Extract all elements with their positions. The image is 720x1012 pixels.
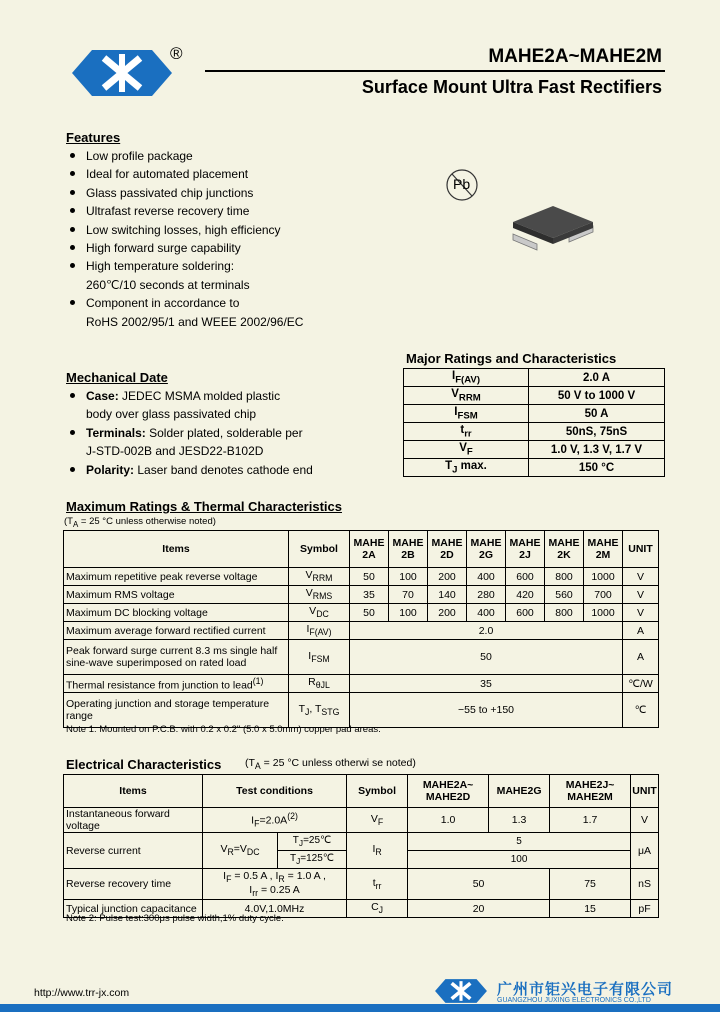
symbol-sub: FSM: [311, 654, 330, 665]
part-line: 2J: [519, 549, 531, 561]
symbol-sub: DC: [316, 609, 329, 620]
pb-label: Pb: [453, 176, 471, 192]
major-ratings-heading: Major Ratings and Characteristics: [406, 351, 617, 366]
condition-text: = 25 °C unless otherwise noted): [78, 516, 216, 527]
col-mahe2j: MAHE2J~ MAHE2M: [550, 775, 631, 808]
col-cond: Test conditions: [203, 775, 347, 808]
mechanical-text: JEDEC MSMA molded plastic: [118, 389, 281, 403]
row-value: 70: [389, 586, 428, 604]
row-cond: 4.0V,1.0MHz: [203, 900, 347, 918]
part-line: 2M: [595, 549, 611, 561]
mechanical-list: [66, 387, 313, 479]
major-symbol: [404, 423, 529, 441]
col-mahe2a: MAHE2A~ MAHE2D: [408, 775, 489, 808]
row-value: 15: [550, 900, 631, 918]
part-line: 2B: [401, 549, 415, 561]
electrical-condition: [245, 757, 416, 771]
row-value: 420: [506, 586, 545, 604]
condition-text: (T: [64, 516, 73, 527]
table-row: [64, 675, 659, 693]
symbol: t: [372, 876, 376, 889]
row-unit: A: [623, 622, 659, 640]
row-value: 600: [506, 604, 545, 622]
row-symbol: [289, 604, 350, 622]
col-part: [584, 531, 623, 568]
row-value: 600: [506, 568, 545, 586]
row-value: 700: [584, 586, 623, 604]
row-value: 1.0: [408, 808, 489, 833]
mechanical-item: [66, 405, 313, 423]
row-item: [64, 693, 289, 728]
row-value: 140: [428, 586, 467, 604]
row-symbol: [347, 808, 408, 833]
note-1: Note 1: Mounted on P.C.B. with 0.2 x 0.2" (5.0 x 5.0mm) copper pad areas.: [66, 724, 381, 735]
symbol: I: [308, 649, 312, 662]
header-row: [64, 531, 659, 568]
cond-sub: J: [296, 856, 301, 866]
feature-item: Glass passivated chip junctions: [66, 184, 303, 202]
cond-text: = 0.25 A: [258, 884, 300, 896]
row-item: Instantaneous forward voltage: [64, 808, 203, 833]
symbol: V: [309, 605, 317, 618]
row-value: 1.7: [550, 808, 631, 833]
row-item-text: Peak forward surge current 8.3 ms single half sine-wave superimposed on rated load: [66, 645, 278, 669]
col-unit: UNIT: [631, 775, 659, 808]
footer-url[interactable]: http://www.trr-jx.com: [34, 987, 130, 999]
row-unit: nS: [631, 869, 659, 900]
row-symbol: [289, 586, 350, 604]
row-value-span: −55 to +150: [350, 693, 623, 728]
symbol: R: [308, 676, 316, 689]
feature-item: Component in accordance to: [66, 294, 303, 312]
row-value: 1.3: [489, 808, 550, 833]
major-row: [404, 405, 665, 423]
row-symbol: [289, 568, 350, 586]
feature-item: Ultrafast reverse recovery time: [66, 202, 303, 220]
major-symbol: [404, 459, 529, 477]
cond-text: T: [290, 853, 297, 864]
subtitle: Surface Mount Ultra Fast Rectifiers: [361, 77, 662, 97]
col-items: Items: [64, 531, 289, 568]
row-symbol: [289, 693, 350, 728]
part-line: MAHE: [548, 537, 580, 549]
col-part: [350, 531, 389, 568]
part-line: MAHE: [470, 537, 502, 549]
symbol-sub: F: [466, 446, 473, 458]
part-line: 2G: [478, 549, 493, 561]
row-item: [64, 622, 289, 640]
row-item-text: Maximum average forward rectified current: [66, 624, 266, 637]
symbol: I: [372, 843, 376, 856]
condition-text: = 25 °C unless otherwi se noted): [260, 757, 416, 769]
row-symbol: [289, 675, 350, 693]
row-symbol: [347, 900, 408, 918]
col-symbol: Symbol: [347, 775, 408, 808]
col-part: [389, 531, 428, 568]
table-row: [64, 604, 659, 622]
row-symbol: [289, 640, 350, 675]
cond-sub: R: [227, 847, 234, 858]
row-unit: V: [623, 568, 659, 586]
row-item: Reverse current: [64, 833, 203, 869]
symbol-sub: rr: [375, 881, 382, 892]
symbol-sub: J: [452, 464, 458, 476]
row-value: 800: [545, 604, 584, 622]
row-value-span: 2.0: [350, 622, 623, 640]
symbol-sub: F: [377, 817, 384, 828]
row-symbol: [289, 622, 350, 640]
col-part: [428, 531, 467, 568]
logo-icon: [430, 977, 492, 1005]
cond-line: [205, 884, 344, 898]
cond-text: =25℃: [303, 835, 332, 846]
condition-sub: A: [72, 519, 79, 529]
symbol-sub: J: [378, 905, 384, 916]
feature-item: High temperature soldering:: [66, 257, 303, 275]
major-row: [404, 441, 665, 459]
row-unit: ℃/W: [623, 675, 659, 693]
row-value: 200: [428, 604, 467, 622]
row-value: 1000: [584, 604, 623, 622]
cond-text: = 1.0 A ,: [284, 869, 326, 882]
row-value: 5: [408, 833, 631, 851]
symbol: max.: [457, 459, 487, 472]
symbol: C: [371, 901, 379, 914]
cond-sub: rr: [252, 888, 259, 899]
company-name-en: GUANGZHOU JUXING ELECTRONICS CO.,LTD: [497, 997, 651, 1004]
package-image: [505, 196, 601, 259]
major-row: [404, 387, 665, 405]
symbol-sub: RRM: [458, 392, 481, 404]
condition-text: (T: [245, 757, 255, 769]
mechanical-label: Case:: [86, 389, 119, 403]
row-value: 50: [350, 604, 389, 622]
major-symbol: [404, 405, 529, 423]
cond-sub: DC: [246, 847, 260, 858]
cond-sub: R: [278, 874, 285, 884]
symbol-sub: F(AV): [455, 374, 481, 386]
mechanical-item: [66, 442, 313, 460]
company-logo: [70, 46, 174, 105]
feature-item: Low switching losses, high efficiency: [66, 221, 303, 239]
row-value: 200: [428, 568, 467, 586]
row-unit: V: [623, 604, 659, 622]
major-value: 1.0 V, 1.3 V, 1.7 V: [529, 441, 665, 459]
cond-sub: F: [226, 874, 232, 884]
cond-text: = 0.5 A , I: [231, 869, 279, 882]
table-row: [64, 622, 659, 640]
symbol: T: [298, 702, 305, 715]
row-value: 75: [550, 869, 631, 900]
symbol: V: [459, 441, 467, 454]
symbol: , T: [309, 702, 322, 715]
major-value: 50nS, 75nS: [529, 423, 665, 441]
cond-text: I: [223, 869, 227, 882]
cond-sup: (2): [287, 811, 298, 822]
table-row: [64, 869, 659, 900]
max-ratings-heading: Maximum Ratings & Thermal Characteristics: [66, 499, 342, 514]
symbol-sub: R: [375, 847, 382, 858]
mechanical-item: [66, 424, 313, 442]
row-item: [64, 604, 289, 622]
row-value: 20: [408, 900, 550, 918]
row-unit: ℃: [623, 693, 659, 728]
row-value: 50: [350, 568, 389, 586]
symbol-sub: RMS: [312, 591, 333, 602]
table-row: [64, 693, 659, 728]
mechanical-heading: Mechanical Date: [66, 370, 168, 385]
row-item-text: Operating junction and storage temperature range: [66, 698, 270, 722]
row-value: 560: [545, 586, 584, 604]
part-line: MAHE: [392, 537, 424, 549]
table-row: [64, 586, 659, 604]
header-row: [64, 775, 659, 808]
row-value: 35: [350, 586, 389, 604]
major-value: 150 °C: [529, 459, 665, 477]
logo-icon: [70, 46, 174, 100]
row-item: Reverse recovery time: [64, 869, 203, 900]
symbol: V: [370, 812, 378, 825]
major-value: 2.0 A: [529, 369, 665, 387]
feature-item: High forward surge capability: [66, 239, 303, 257]
row-value: 100: [408, 851, 631, 869]
cond-sub: J: [298, 838, 304, 848]
registered-mark: ®: [170, 44, 183, 63]
mechanical-label: Terminals:: [86, 425, 146, 440]
cond-text: =125℃: [300, 853, 335, 864]
cond-text: I: [249, 884, 253, 896]
row-unit: V: [623, 586, 659, 604]
symbol-sub: F(AV): [309, 627, 332, 638]
col-mahe2g: MAHE2G: [489, 775, 550, 808]
symbol: I: [454, 405, 458, 418]
row-item-text: Maximum RMS voltage: [66, 588, 175, 601]
table-row: [64, 568, 659, 586]
row-cond: [278, 851, 347, 869]
symbol-sub: J: [304, 707, 310, 718]
major-symbol: [404, 369, 529, 387]
part-line: MAHE: [509, 537, 541, 549]
features-heading: Features: [66, 130, 121, 145]
part-line: MAHE: [431, 537, 463, 549]
col-symbol: Symbol: [289, 531, 350, 568]
col-part: [467, 531, 506, 568]
row-item-sup: (1): [252, 675, 264, 686]
symbol: V: [451, 387, 459, 400]
company-name-cn: 广州市钜兴电子有限公司: [497, 981, 674, 998]
symbol: I: [451, 369, 456, 382]
mechanical-item: [66, 461, 313, 479]
major-symbol: [404, 387, 529, 405]
row-cond: [203, 833, 278, 869]
mechanical-text: Solder plated, solderable per: [145, 425, 303, 440]
symbol: T: [445, 459, 453, 472]
row-unit: A: [623, 640, 659, 675]
mechanical-text: Laser band denotes cathode end: [134, 462, 313, 477]
table-row: [64, 833, 659, 851]
row-item: [64, 675, 289, 693]
row-value: 400: [467, 604, 506, 622]
table-row: [64, 808, 659, 833]
title-rule: [205, 70, 665, 72]
row-value: 100: [389, 604, 428, 622]
row-unit: μA: [631, 833, 659, 869]
row-value: 800: [545, 568, 584, 586]
row-item: [64, 568, 289, 586]
max-ratings-table: [63, 530, 659, 728]
symbol: I: [306, 623, 310, 636]
cond-sub: F: [254, 818, 260, 829]
row-symbol: [347, 833, 408, 869]
row-value: 280: [467, 586, 506, 604]
part-line: 2D: [440, 549, 454, 561]
symbol-sub: θJL: [315, 680, 330, 691]
major-row: [404, 369, 665, 387]
row-value-span: 50: [350, 640, 623, 675]
feature-item: 260℃/10 seconds at terminals: [86, 277, 250, 292]
row-cond: [203, 869, 347, 900]
part-line: 2A: [362, 549, 376, 561]
feature-item: Ideal for automated placement: [66, 165, 303, 183]
part-line: MAHE: [587, 537, 619, 549]
row-unit: V: [631, 808, 659, 833]
col-part: [545, 531, 584, 568]
pb-free-icon: [445, 168, 479, 202]
feature-item: Low profile package: [66, 147, 303, 165]
row-item-text: Maximum DC blocking voltage: [66, 606, 208, 619]
symbol-sub: RRM: [312, 573, 333, 584]
condition-sub: A: [254, 761, 261, 772]
row-value: 100: [389, 568, 428, 586]
row-cond: [278, 833, 347, 851]
major-ratings-table: [403, 368, 665, 477]
cond-line: [205, 870, 344, 884]
feature-item: RoHS 2002/95/1 and WEEE 2002/96/EC: [86, 314, 304, 329]
symbol-sub: STG: [321, 707, 340, 718]
major-row: [404, 459, 665, 477]
major-value: 50 V to 1000 V: [529, 387, 665, 405]
row-value: 50: [408, 869, 550, 900]
cond-text: V: [220, 843, 228, 856]
major-row: [404, 423, 665, 441]
row-value-span: 35: [350, 675, 623, 693]
row-value: 400: [467, 568, 506, 586]
max-ratings-condition: [64, 516, 216, 529]
cond-text: T: [292, 835, 299, 846]
row-item: Typical junction capacitance: [64, 900, 203, 918]
cond-text: =V: [233, 843, 247, 856]
mechanical-text: J-STD-002B and JESD22-B102D: [86, 444, 264, 459]
row-cond: [203, 808, 347, 833]
part-line: MAHE: [353, 537, 385, 549]
row-value: 1000: [584, 568, 623, 586]
footer-bar: [0, 1004, 720, 1012]
symbol: V: [305, 569, 313, 582]
row-symbol: [347, 869, 408, 900]
col-unit: UNIT: [623, 531, 659, 568]
row-item-text: Thermal resistance from junction to lead: [66, 679, 253, 692]
part-line: 2K: [557, 549, 571, 561]
row-item: [64, 640, 289, 675]
symbol-sub: rr: [464, 428, 472, 440]
row-item-text: Maximum repetitive peak reverse voltage: [66, 570, 258, 583]
symbol-sub: FSM: [457, 410, 478, 422]
table-row: [64, 640, 659, 675]
symbol: t: [460, 423, 465, 436]
mechanical-text: body over glass passivated chip: [86, 407, 257, 422]
cond-text: =2.0A: [259, 814, 288, 827]
major-value: 50 A: [529, 405, 665, 423]
features-list: [66, 147, 303, 331]
mechanical-item: [66, 387, 313, 405]
row-unit: pF: [631, 900, 659, 918]
part-range-title: MAHE2A~MAHE2M: [488, 46, 662, 67]
row-item: [64, 586, 289, 604]
electrical-heading: Electrical Characteristics: [66, 757, 222, 772]
col-items: Items: [64, 775, 203, 808]
mechanical-label: Polarity:: [86, 462, 135, 477]
major-symbol: [404, 441, 529, 459]
col-part: [506, 531, 545, 568]
symbol: V: [305, 587, 313, 600]
cond-text: I: [251, 814, 255, 827]
electrical-table: [63, 774, 659, 918]
note-2: Note 2: Pulse test:300μs pulse width,1% duty cycle.: [66, 913, 284, 924]
